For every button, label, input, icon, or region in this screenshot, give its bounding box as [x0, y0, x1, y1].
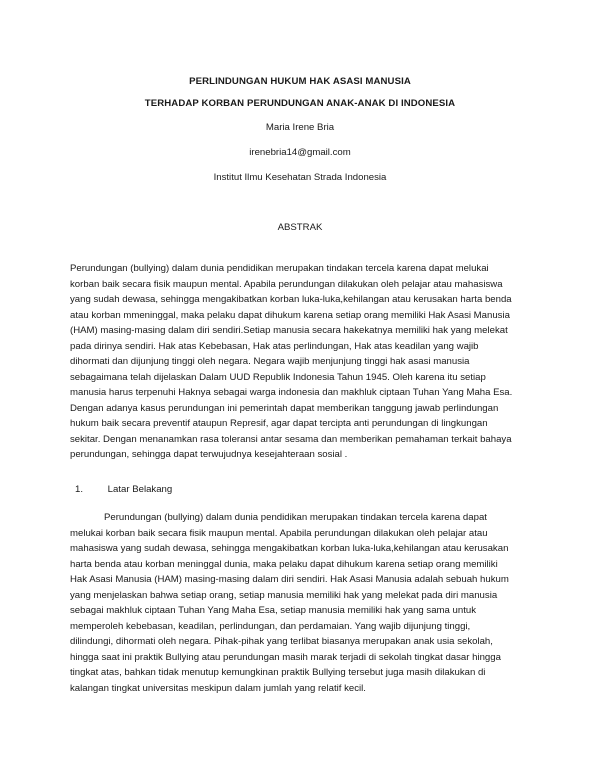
title-line-1: PERLINDUNGAN HUKUM HAK ASASI MANUSIA — [189, 76, 411, 87]
body-line: dilindungi, dihormati oleh negara. Pihak-pihak yang terlibat biasanya merupakan anak usia sekolah, — [70, 636, 493, 647]
section-number: 1. — [75, 484, 84, 495]
abstract-line: manusia harus terpenuhi Haknya sebagai warga indonesia dan makhluk ciptaan Tuhan Yang Maha Esa. — [70, 387, 513, 398]
abstract-line: sekitar. Dengan menanamkan rasa toleransi antar sesama dan memberikan pemahaman terkait bahaya — [70, 433, 512, 445]
body-line: yang menjelaskan bahwa setiap orang, setiap manusia memiliki hak yang melekat pada diri manusia — [70, 589, 498, 601]
author-name: Maria Irene Bria — [265, 122, 335, 133]
abstract-line: yang sudah dewasa, sehingga mengakibatkan korban luka-luka,kehilangan atau kerusakan harta benda — [70, 294, 512, 305]
abstract-line: (HAM) masing-masing dalam diri sendiri.Setiap manusia secara hakekatnya memiliki hak yang melekat — [70, 325, 508, 336]
author-email: irenebria14@gmail.com — [249, 147, 351, 158]
abstract-line: dihormati dan dijunjung tinggi oleh negara. Negara wajib menjunjung tinggi hak asasi manusia — [70, 356, 470, 367]
body-line: Perundungan (bullying) dalam dunia pendidikan merupakan tindakan tercela karena dapat — [104, 512, 487, 523]
abstract-line: pada dirinya sendiri. Hak atas Kebebasan, Hak atas perlindungan, Hak atas keadilan yang wajib — [70, 340, 479, 352]
body-line: memperoleh kebebasan, keadilan, perlindungan, dan perdamaian. Yang wajib dijunjung tinggi, — [70, 620, 471, 632]
section-title: Latar Belakang — [107, 484, 173, 495]
abstract-paragraph — [70, 261, 540, 463]
body-line: harta benda atau korban meninggal dunia, maka pelaku dapat dihukum karena setiap orang memiliki — [70, 558, 498, 570]
body-line: hingga saat ini praktik Bullying atau perundungan masih marak terjadi di sekolah tingkat dasar hingga — [70, 651, 501, 663]
body-line: Hak Asasi Manusia (HAM) masing-masing dalam diri sendiri. Hak Asasi Manusia adalah sebuah hukum — [70, 574, 509, 585]
abstract-line: atau korban mmeninggal, maka pelaku dapat dihukum karena setiap orang memiliki Hak Asasi Manusia — [70, 309, 510, 321]
abstract-line: korban baik secara fisik maupun mental. Apabila perundungan dilakukan oleh pelajar atau mahasiswa — [70, 278, 503, 290]
body-line: mahasiswa yang sudah dewasa, sehingga mengakibatkan korban luka-luka,kehilangan atau kerusakan — [70, 543, 509, 554]
body-line: kalangan tingkat universitas meskipun dalam jumlah yang relatif kecil. — [70, 682, 366, 694]
abstract-heading: ABSTRAK — [277, 222, 323, 233]
body-line: melukai korban baik secara fisik maupun mental. Apabila perundungan dilakukan oleh pelajar atau — [70, 527, 488, 539]
abstract-line: hukum baik secara preventif ataupun Represif, agar dapat tercipta anti perundungan di lingkungan — [70, 418, 488, 429]
section-heading — [75, 484, 172, 496]
body-paragraph — [70, 510, 540, 696]
title-line-2: TERHADAP KORBAN PERUNDUNGAN ANAK-ANAK DI INDONESIA — [144, 98, 456, 109]
abstract-line: Dengan adanya kasus perundungan ini pemerintah dapat memberikan tanggung jawab perlindungan — [70, 402, 499, 414]
body-line: sebagai makhluk ciptaan Tuhan Yang Maha Esa, setiap manusia memiliki hak yang sama untuk — [70, 605, 477, 616]
body-line: tingkat atas, bahkan tidak menutup kemungkinan praktik Bullying tersebut juga masih dilakukan di — [70, 667, 486, 678]
author-institution: Institut Ilmu Kesehatan Strada Indonesia — [213, 172, 387, 183]
abstract-line: perundungan, sehingga dapat terwujudnya kesejahteraan sosial . — [70, 449, 348, 460]
abstract-line: sebagaimana telah dijelaskan Dalam UUD Republik Indonesia Tahun 1945. Oleh karena itu setiap — [70, 371, 486, 383]
abstract-line: Perundungan (bullying) dalam dunia pendidikan merupakan tindakan tercela karena dapat melukai — [70, 263, 489, 274]
